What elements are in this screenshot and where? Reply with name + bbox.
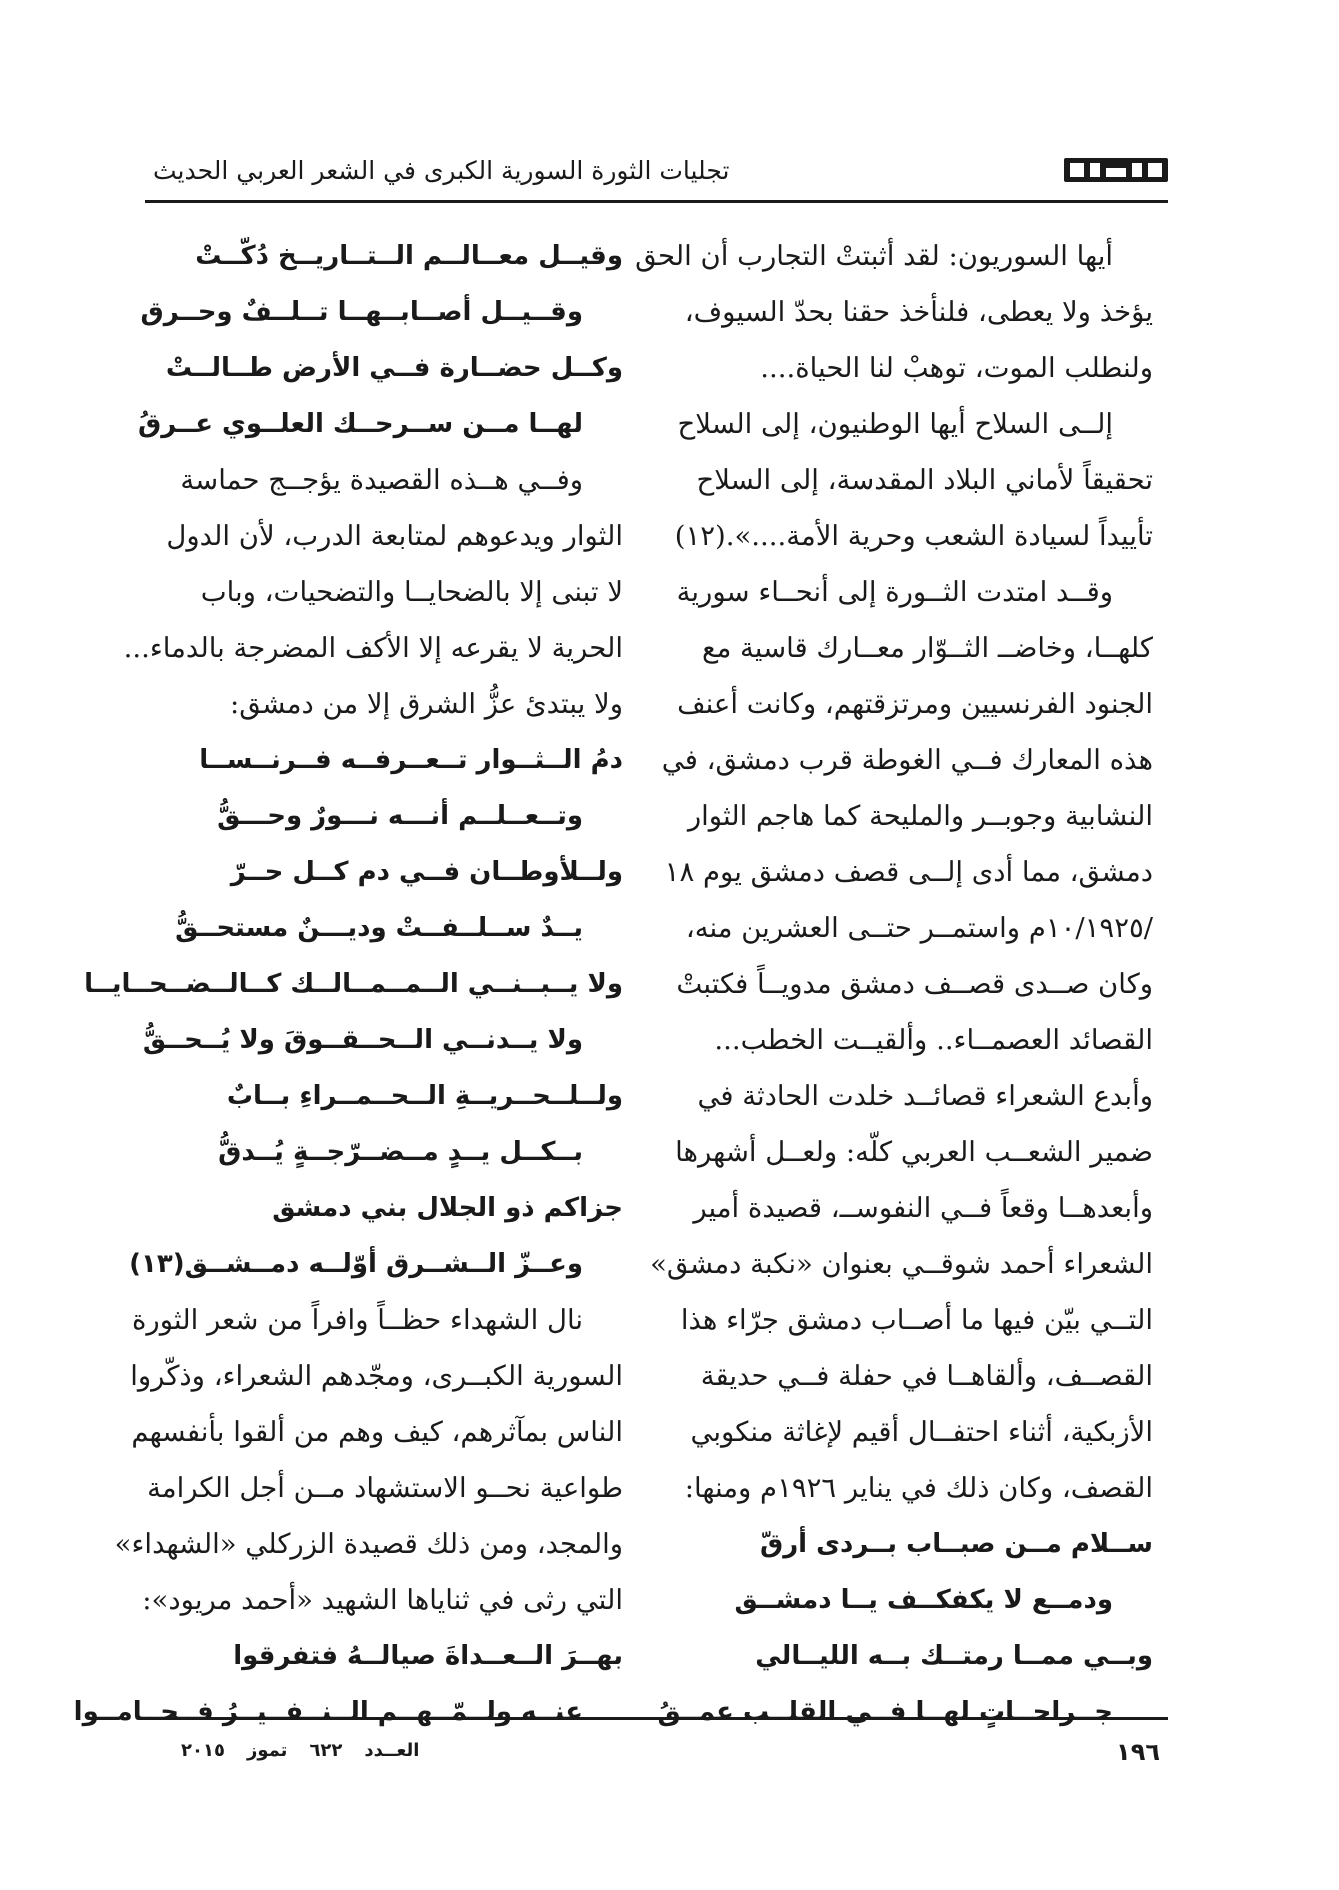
verse-line: وتــعــلــم أنـــه نـــورٌ وحـــقُّ [217, 801, 583, 831]
verse-line: وعــزّ الــشــرق أوّلــه دمــشــق(١٣) [129, 1249, 583, 1279]
page-number: ١٩٦ [1116, 1738, 1160, 1766]
text-line: وقــد امتدت الثــورة إلى أنحــاء سورية [676, 576, 1113, 608]
issue-label: العــدد [364, 1740, 420, 1761]
verse-line: جــراحــاتٍ لهــا فــي القلــب عمــقُ [657, 1697, 1113, 1727]
verse-line: ولا يــدنــي الــحــقــوقَ ولا يُــحــقُّ [142, 1025, 583, 1055]
footer-rule [145, 1717, 1168, 1720]
verse-line: وقيــل معــالــم الــتــاريــخ دُكّــتْ [195, 241, 623, 271]
text-line: التــي بيّن فيها ما أصــاب دمشق جرّاء هذا [680, 1304, 1153, 1336]
verse-line: جزاكم ذو الجلال بني دمشق [272, 1193, 623, 1223]
text-line: ضمير الشعــب العربي كلّه: ولعــل أشهرها [675, 1136, 1153, 1168]
text-line: تحقيقاً لأماني البلاد المقدسة، إلى السلاح [696, 464, 1153, 496]
running-title: تجليات الثورة السورية الكبرى في الشعر العربي الحديث [153, 156, 730, 185]
text-line: أيها السوريون: لقد أثبتتْ التجارب أن الحق [635, 240, 1113, 272]
text-line: لا تبنى إلا بالضحايــا والتضحيات، وباب [200, 576, 623, 608]
text-line: نال الشهداء حظــاً وافراً من شعر الثورة [132, 1304, 583, 1336]
text-line: /١٠/١٩٢٥م واستمــر حتــى العشرين منه، [685, 912, 1153, 944]
verse-line: ودمــع لا يكفكــف يــا دمشــق [734, 1585, 1113, 1615]
verse-line: ولــلــحــريــةِ الــحــمــراءِ بــابٌ [226, 1081, 623, 1111]
verse-line: وكــل حضــارة فــي الأرض طــالــتْ [165, 353, 623, 383]
verse-line: ولا يــبــنــي الــمــمــالــك كــالــضــحــايــا [84, 969, 623, 999]
text-line: النشابية وجوبــر والمليحة كما هاجم الثوار [687, 800, 1153, 832]
text-line: الثوار ويدعوهم لمتابعة الدرب، لأن الدول [166, 520, 623, 552]
text-line: الشعراء أحمد شوقــي بعنوان «نكبة دمشق» [650, 1248, 1153, 1280]
verse-line: لهــا مــن ســرحــك العلــوي عــرقُ [138, 409, 583, 439]
text-line: هذه المعارك فــي الغوطة قرب دمشق، في [661, 744, 1153, 776]
text-line: القصائد العصمــاء.. وألقيــت الخطب... [714, 1024, 1153, 1056]
text-line: القصــف، وألقاهــا في حفلة فــي حديقة [700, 1360, 1153, 1392]
left-column [73, 228, 623, 1740]
verse-line: بــكــل يــدٍ مــضــرّجــةٍ يُــدقُّ [218, 1137, 583, 1167]
text-line: إلــى السلاح أيها الوطنيون، إلى السلاح [677, 408, 1113, 440]
magazine-logo [1064, 150, 1168, 190]
text-line: الحرية لا يقرعه إلا الأكف المضرجة بالدماء... [123, 632, 623, 664]
text-line: وأبعدهــا وقعاً فــي النفوســ، قصيدة أمير [693, 1192, 1153, 1224]
text-line: كلهــا، وخاضــ الثــوّار معــارك قاسية مع [701, 632, 1153, 664]
verse-line: ســلام مــن صبــاب بــردى أرقّ [759, 1529, 1153, 1559]
text-line: القصف، وكان ذلك في يناير ١٩٢٦م ومنها: [684, 1472, 1153, 1504]
text-line: التي رثى في ثناياها الشهيد «أحمد مريود»: [142, 1584, 623, 1616]
right-column [635, 228, 1153, 1740]
text-line: وفــي هــذه القصيدة يؤجــج حماسة [180, 464, 583, 496]
text-line: الأزبكية، أثناء احتفــال أقيم لإغاثة منكوبي [690, 1416, 1153, 1448]
text-line: دمشق، مما أدى إلــى قصف دمشق يوم ١٨ [664, 856, 1153, 888]
verse-line: وقــيــل أصــابــهــا تــلــفٌ وحــرق [140, 297, 583, 327]
text-line: تأييداً لسيادة الشعب وحرية الأمة....».(١٢) [674, 520, 1153, 552]
text-line: ولا يبتدئ عزُّ الشرق إلا من دمشق: [230, 688, 623, 720]
text-line: وأبدع الشعراء قصائــد خلدت الحادثة في [697, 1080, 1153, 1112]
text-line: الناس بمآثرهم، كيف وهم من ألقوا بأنفسهم [131, 1416, 623, 1448]
text-line: يؤخذ ولا يعطى، فلنأخذ حقنا بحدّ السيوف، [684, 296, 1153, 328]
verse-line: يــدٌ ســلــفــتْ وديـــنٌ مستحــقُّ [175, 913, 583, 943]
issue-number: ٦٢٢ [309, 1740, 343, 1761]
issue-info [159, 1740, 419, 1761]
text-line: ولنطلب الموت، توهبْ لنا الحياة.... [760, 352, 1153, 384]
text-line: والمجد، ومن ذلك قصيدة الزركلي «الشهداء» [114, 1528, 623, 1560]
text-line: طواعية نحــو الاستشهاد مــن أجل الكرامة [147, 1472, 623, 1504]
verse-line: ولــلأوطــان فــي دم كــل حــرّ [230, 857, 623, 887]
text-line: الجنود الفرنسيين ومرتزقتهم، وكانت أعنف [677, 688, 1153, 720]
issue-year: ٢٠١٥ [181, 1740, 225, 1761]
verse-line: عنــه ولــمّــهــم الــنــفــيــرُ فــحــامــوا [73, 1697, 583, 1727]
issue-month: تموز [246, 1740, 288, 1761]
page-header [145, 150, 1168, 200]
verse-line: وبــي ممــا رمتــك بــه الليــالي [755, 1641, 1153, 1671]
verse-line: دمُ الــثــوار تــعــرفــه فــرنــســا [199, 745, 623, 775]
verse-line: بهــرَ الــعــداةَ صيالــهُ فتفرقوا [233, 1641, 623, 1671]
header-rule [145, 200, 1168, 203]
text-line: وكان صــدى قصــف دمشق مدويــاً فكتبتْ [676, 968, 1153, 1000]
page-footer [145, 1738, 1168, 1778]
text-line: السورية الكبــرى، ومجّدهم الشعراء، وذكّروا [130, 1360, 623, 1392]
